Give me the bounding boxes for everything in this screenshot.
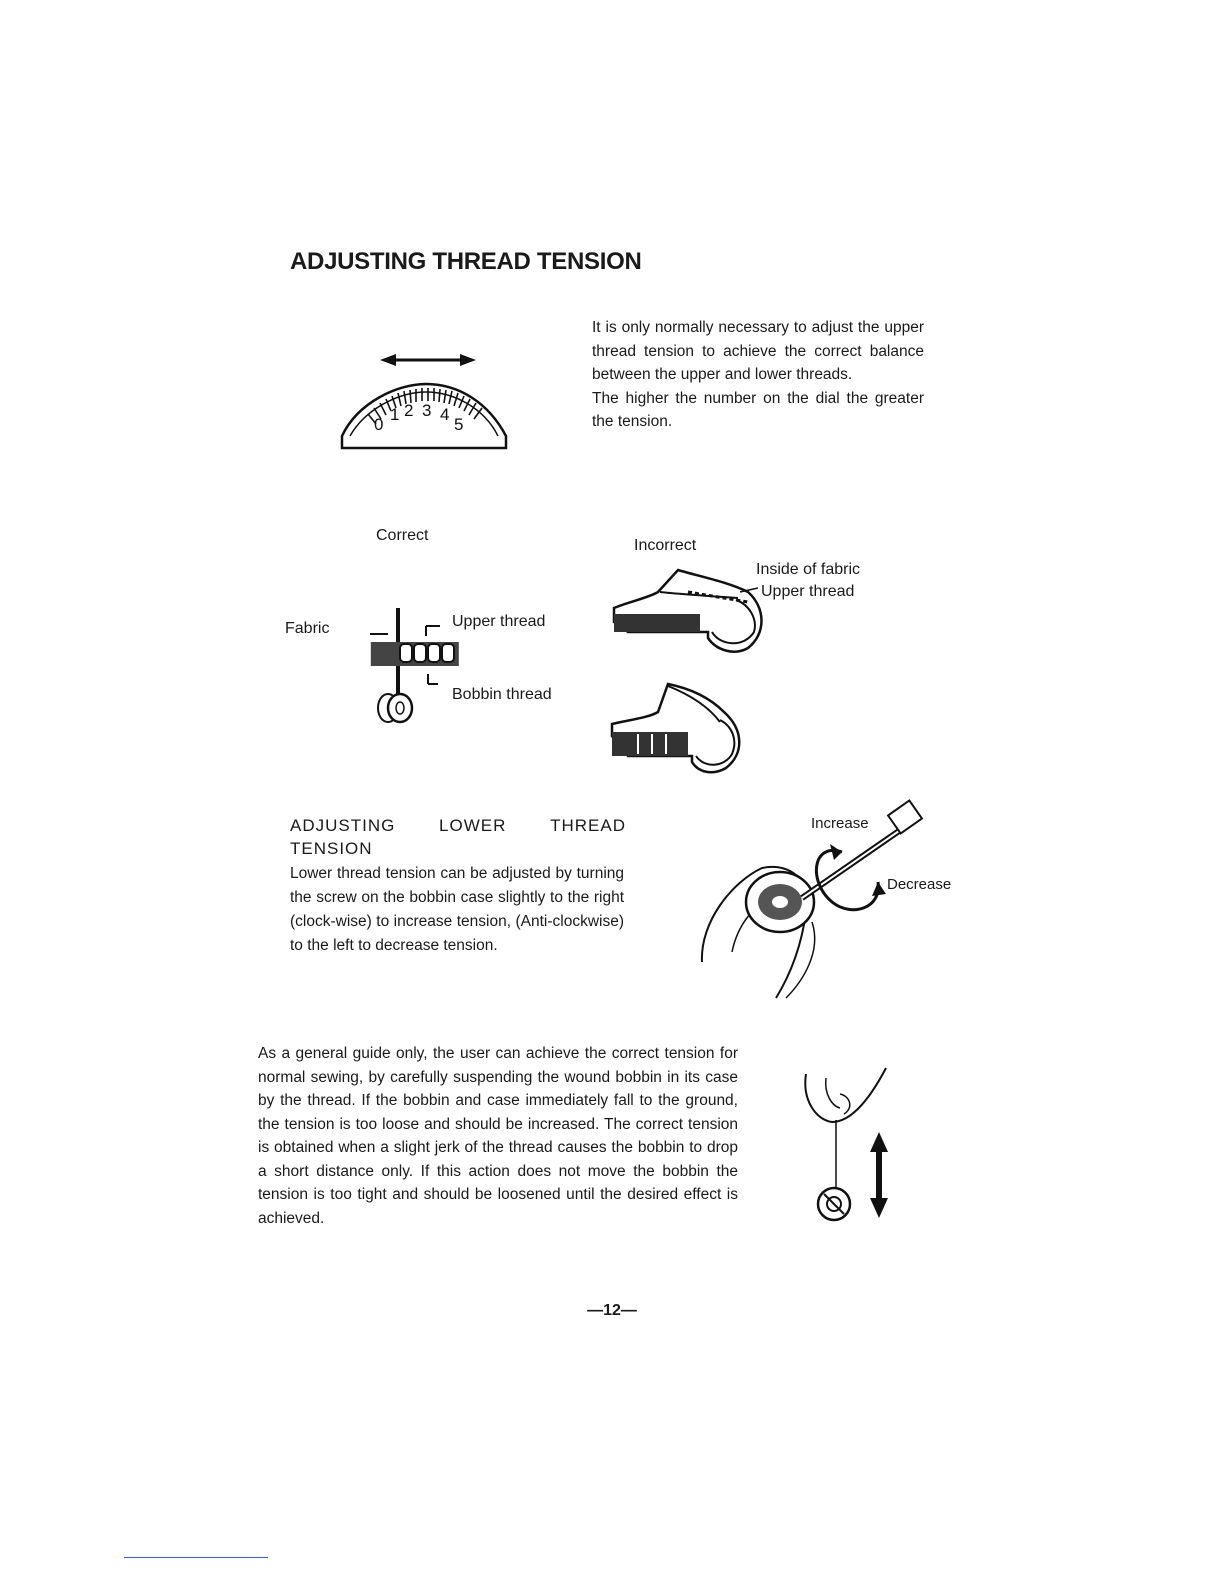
incorrect-stitch-bottom-illustration	[608, 676, 748, 776]
inside-of-fabric-label: Inside of fabric	[756, 561, 861, 578]
lower-tension-heading	[290, 814, 626, 860]
screwdriver-handle-icon	[888, 801, 922, 834]
incorrect-stitch-top-illustration	[608, 562, 768, 658]
suspended-bobbin-illustration	[796, 1060, 896, 1240]
bobbin-icon	[378, 694, 412, 722]
intro-paragraph-2: The higher the number on the dial the greater the tension.	[592, 389, 924, 430]
intro-text	[592, 316, 924, 434]
heading-word: THREAD	[550, 816, 626, 835]
heading-word: ADJUSTING	[290, 816, 396, 835]
bobbin-thread-label: Bobbin thread	[452, 686, 552, 703]
heading-word: TENSION	[290, 839, 373, 858]
section-title: ADJUSTING THREAD TENSION	[290, 248, 642, 275]
correct-label: Correct	[376, 527, 429, 544]
dial-number: 2	[404, 401, 414, 420]
bobbin-screw-adjust-illustration	[692, 802, 892, 1002]
dial-number: 3	[422, 401, 432, 420]
upper-thread-label: Upper thread	[452, 613, 546, 630]
page-number: —12—	[587, 1302, 637, 1319]
upper-thread-label-incorrect: Upper thread	[761, 583, 855, 600]
tension-dial-illustration	[338, 348, 508, 454]
increase-label: Increase	[811, 815, 869, 832]
dial-number: 1	[390, 405, 400, 424]
up-down-arrow-icon	[870, 1132, 888, 1218]
dial-number: 5	[454, 415, 464, 434]
correct-stitch-illustration	[366, 604, 456, 724]
decrease-label: Decrease	[887, 876, 952, 893]
incorrect-label: Incorrect	[634, 537, 697, 554]
rotate-arrow-icon	[816, 844, 886, 910]
fabric-label: Fabric	[285, 620, 330, 637]
arrow-left-right-icon	[380, 354, 476, 366]
intro-paragraph-1: It is only normally necessary to adjust the upper thread tension to achieve the correct balance between the upper and lower threads.	[592, 319, 924, 383]
bobbin-case-icon	[818, 1188, 850, 1220]
general-guide-text: As a general guide only, the user can achieve the correct tension for normal sewing, by carefully suspending the wound bobbin in its case by the thread. If the bobbin and case immediately fall to the ground, the tension is too loose and should be increased. The correct tension is obtained when a slight jerk of the thread causes the bobbin to drop a short distance only. If this action does not move the bobbin the tension is too tight and should be loosened until the desired effect is achieved.	[258, 1045, 738, 1227]
lower-tension-body: Lower thread tension can be adjusted by turning the screw on the bobbin case slightly to the right (clock-wise) to increase tension, (Anti-clockwise) to the left to decrease tension.	[290, 865, 624, 954]
dial-number: 0	[374, 415, 384, 434]
dial-number: 4	[440, 405, 450, 424]
heading-word: LOWER	[439, 816, 507, 835]
footer-rule	[124, 1557, 268, 1558]
